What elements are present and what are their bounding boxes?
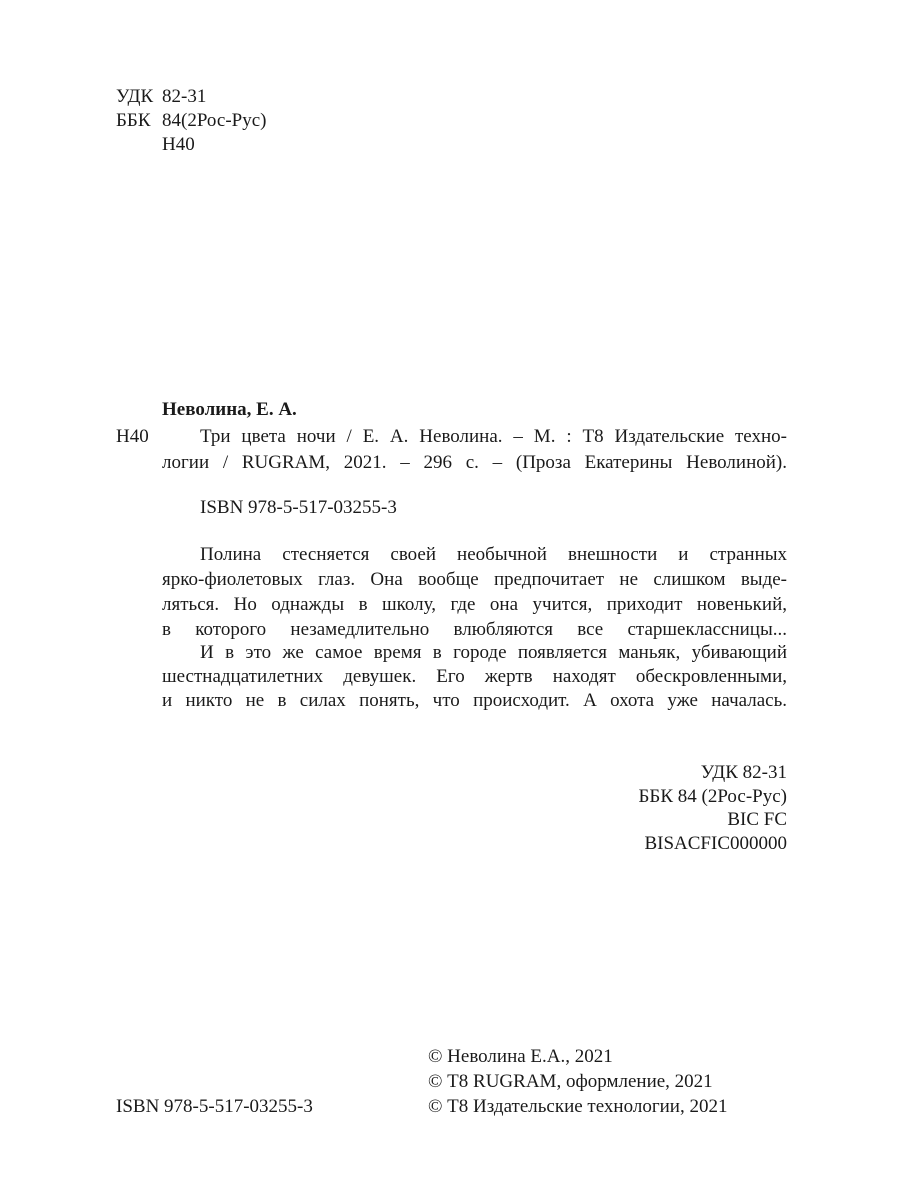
annotation-line: и никто не в силах понять, что происходит. А охота уже началась. (162, 690, 787, 711)
footer-isbn: ISBN 978-5-517-03255-3 (116, 1096, 313, 1117)
bbk-value: 84(2Рос-Рус) (162, 110, 267, 131)
annotation-line: И в это же самое время в городе появляется маньяк, убивающий (200, 642, 787, 663)
annotation-line: ляться. Но однажды в школу, где она учится, приходит новенький, (162, 594, 787, 615)
entry-description-line: логии / RUGRAM, 2021. – 296 с. – (Проза Екатерины Неволиной). (162, 452, 787, 473)
classification-line: УДК 82-31 (700, 762, 787, 783)
copyright-line: © Т8 RUGRAM, оформление, 2021 (428, 1071, 713, 1092)
entry-description-line: Три цвета ночи / Е. А. Неволина. – М. : Т8 Издательские техно- (200, 426, 787, 447)
classification-line: BIC FC (727, 809, 787, 830)
copyright-line: © Неволина Е.А., 2021 (428, 1046, 613, 1067)
entry-author-mark: Н40 (116, 426, 149, 447)
annotation-line: шестнадцатилетних девушек. Его жертв находят обескровленными, (162, 666, 787, 687)
annotation-line: ярко-фиолетовых глаз. Она вообще предпочитает не слишком выде- (162, 569, 787, 590)
author-mark: Н40 (162, 134, 195, 155)
annotation-line: Полина стесняется своей необычной внешности и странных (200, 544, 787, 565)
classification-line: ББК 84 (2Рос-Рус) (638, 786, 787, 807)
annotation-line: в которого незамедлительно влюбляются все старшеклассницы... (162, 619, 787, 640)
entry-author: Неволина, Е. А. (162, 399, 297, 420)
entry-isbn: ISBN 978-5-517-03255-3 (200, 497, 397, 518)
udk-value: 82-31 (162, 86, 207, 107)
bbk-label: ББК (116, 110, 151, 131)
copyright-line: © Т8 Издательские технологии, 2021 (428, 1096, 728, 1117)
udk-label: УДК (116, 86, 154, 107)
classification-line: BISACFIC000000 (644, 833, 787, 854)
